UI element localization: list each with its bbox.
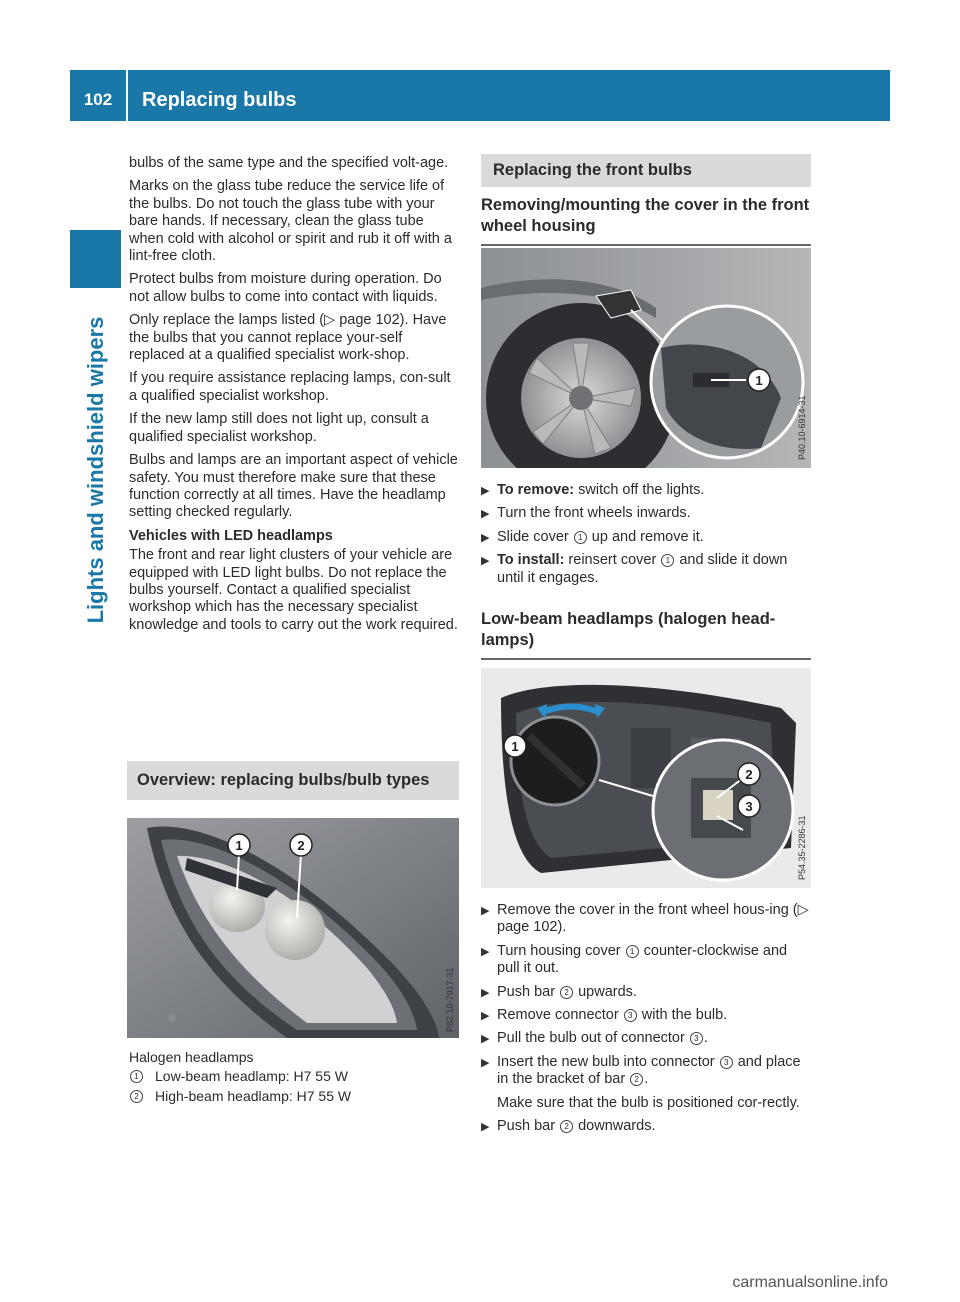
instruction-step: ▶ Turn the front wheels inwards.	[481, 505, 691, 522]
instruction-step: ▶ To remove: switch off the lights.	[481, 482, 705, 498]
paragraph: Only replace the lamps listed (▷ page 102). Have the bulbs that you cannot replace your-self replaced at a qualified specialist work-shop.	[129, 312, 447, 364]
instruction-step: ▶ Pull the bulb out of connector 3 .	[481, 1030, 708, 1047]
image-code: P82.10-7917-31	[445, 967, 455, 1032]
note-text: Make sure that the bulb is positioned cor-rectly.	[497, 1094, 800, 1111]
callout-2-label: 2	[297, 838, 305, 853]
lowbeam-callout-2-label: 2	[745, 767, 753, 782]
lowbeam-callout-3-label: 3	[745, 799, 753, 814]
legend-item	[129, 1066, 459, 1086]
instruction-step: ▶ Remove connector 3 with the bulb.	[481, 1007, 728, 1024]
cover-heading: Removing/mounting the cover in the front wheel housing	[481, 195, 811, 246]
legend-number: 1	[130, 1070, 143, 1083]
instruction-step: ▶ Push bar 2 downwards.	[481, 1118, 656, 1135]
legend-text: Low-beam headlamp: H7 55 W	[155, 1068, 348, 1084]
image-caption: Halogen headlamps	[129, 1049, 254, 1065]
instruction-step: ▶ To install: reinsert cover 1 and slide it down until it engages.	[481, 552, 788, 586]
legend-item	[129, 1086, 459, 1106]
wheel-housing-photo	[481, 248, 811, 468]
paragraph: bulbs of the same type and the specified volt-age.	[129, 155, 449, 171]
image-code: P54.35-2286-31	[797, 815, 807, 880]
paragraph: Marks on the glass tube reduce the service life of the bulbs. Do not touch the glass tube with your bare hands. If necessary, clean the glass tube when cold with alcohol or spirit and rub it off with a lint-free cloth.	[129, 178, 452, 265]
led-text: The front and rear light clusters of your vehicle are equipped with LED light bulbs. Do not replace the bulbs yourself. Contact a qualified specialist workshop which has the necessary specialist knowledge and tools to carry out the work required.	[129, 547, 458, 633]
lowbeam-heading: Low-beam headlamps (halogen head-lamps)	[481, 609, 811, 660]
paragraph: If you require assistance replacing lamps, con-sult a qualified specialist workshop.	[129, 370, 451, 404]
instruction-step: ▶ Push bar 2 upwards.	[481, 983, 637, 1000]
paragraph: Protect bulbs from moisture during operation. Do not allow bulbs to come into contact with liquids.	[129, 271, 442, 305]
legend-text: High-beam headlamp: H7 55 W	[155, 1088, 352, 1104]
callout-1-label: 1	[235, 838, 243, 853]
page-header	[70, 70, 890, 121]
paragraph: Bulbs and lamps are an important aspect of vehicle safety. You must therefore make sure that these function correctly at all times. Have the headlamp setting checked regularly.	[129, 452, 458, 521]
instruction-step: ▶ Slide cover 1 up and remove it.	[481, 528, 704, 545]
header-separator	[126, 70, 128, 121]
led-heading: Vehicles with LED headlamps	[129, 527, 333, 544]
chapter-tab	[70, 230, 121, 288]
section-heading: Replacing the front bulbs	[481, 154, 811, 187]
legend	[129, 1048, 459, 1106]
right-column-top	[481, 154, 811, 246]
cover-steps	[481, 482, 811, 660]
instruction-step: ▶ Turn housing cover 1 counter-clockwise and pull it out.	[481, 942, 788, 977]
image-code: P40.10-6914-31	[797, 395, 807, 460]
instruction-step: ▶ Insert the new bulb into connector 3 and place in the bracket of bar 2 .	[481, 1053, 801, 1088]
overview-section	[127, 761, 459, 800]
cover-callout-label: 1	[755, 373, 763, 388]
left-column	[129, 155, 459, 640]
paragraph: If the new lamp still does not light up, consult a qualified specialist workshop.	[129, 411, 429, 445]
lowbeam-callout-1-label: 1	[511, 739, 519, 754]
legend-number: 2	[130, 1090, 143, 1103]
instruction-step: ▶ Remove the cover in the front wheel hous-ing (▷ page 102).	[481, 902, 809, 936]
overview-heading: Overview: replacing bulbs/bulb types	[127, 761, 459, 800]
headlamp-housing-photo	[481, 668, 811, 888]
page-title: Replacing bulbs	[142, 89, 297, 111]
headlamp-photo	[127, 818, 459, 1038]
page-number: 102	[83, 90, 113, 109]
lowbeam-steps	[481, 902, 811, 1141]
chapter-label: Lights and windshield wipers	[83, 316, 108, 624]
watermark: carmanualsonline.info	[732, 1274, 888, 1291]
